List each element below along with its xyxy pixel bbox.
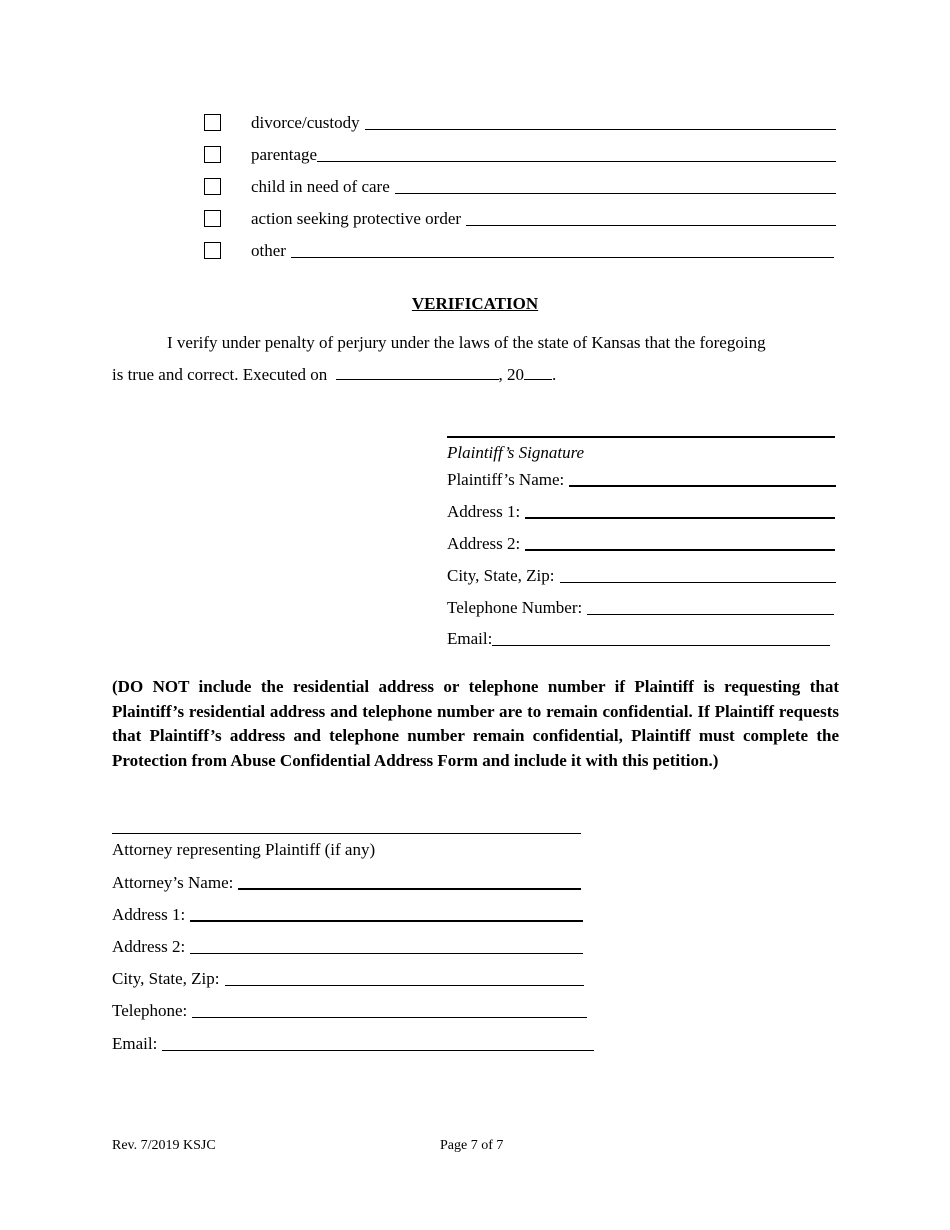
proceeding-blank-line[interactable] — [365, 129, 836, 130]
attorney-email-field[interactable] — [162, 1050, 594, 1051]
proceeding-label: action seeking protective order — [251, 209, 462, 228]
proceeding-row-child-in-need-of-care — [251, 175, 836, 197]
attorney-address1-label: Address 1: — [112, 905, 186, 924]
verification-heading: VERIFICATION — [411, 294, 539, 313]
checkbox-child-in-need-of-care[interactable] — [204, 178, 221, 195]
proceeding-blank-line[interactable] — [466, 225, 836, 226]
attorney-representing-label: Attorney representing Plaintiff (if any) — [112, 840, 376, 859]
plaintiff-email-label: Email: — [447, 629, 493, 648]
proceeding-label: other — [251, 241, 286, 260]
attorney-city-label: City, State, Zip: — [112, 969, 220, 988]
checkbox-parentage[interactable] — [204, 146, 221, 163]
verification-year-prefix: , 20 — [498, 365, 524, 384]
attorney-city-row — [112, 967, 584, 989]
footer-page-number: Page 7 of 7 — [440, 1138, 504, 1153]
attorney-email-row — [112, 1032, 594, 1054]
verification-end: . — [552, 365, 557, 384]
attorney-telephone-field[interactable] — [192, 1017, 587, 1018]
plaintiff-name-label: Plaintiff’s Name: — [447, 470, 565, 489]
plaintiff-email-row — [447, 627, 830, 649]
attorney-address1-field[interactable] — [190, 920, 583, 922]
proceeding-label: divorce/custody — [251, 113, 360, 132]
plaintiff-city-label: City, State, Zip: — [447, 566, 555, 585]
proceeding-row-parentage — [251, 143, 836, 165]
footer-revision: Rev. 7/2019 KSJC — [112, 1138, 216, 1153]
plaintiff-address1-row — [447, 500, 835, 522]
verification-prefix: is true and correct. Executed on — [112, 365, 328, 384]
proceeding-blank-line[interactable] — [291, 257, 834, 258]
plaintiff-city-field[interactable] — [560, 582, 836, 583]
attorney-city-field[interactable] — [225, 985, 584, 986]
checkbox-divorce-custody[interactable] — [204, 114, 221, 131]
plaintiff-telephone-field[interactable] — [587, 614, 834, 615]
plaintiff-name-row — [447, 468, 836, 490]
plaintiff-signature-label: Plaintiff’s Signature — [447, 443, 585, 462]
checkbox-other[interactable] — [204, 242, 221, 259]
plaintiff-name-field[interactable] — [569, 485, 836, 487]
proceeding-blank-line[interactable] — [317, 161, 836, 162]
attorney-name-field[interactable] — [238, 888, 581, 890]
proceeding-row-protective-order — [251, 207, 836, 229]
plaintiff-signature-line[interactable] — [447, 436, 835, 438]
attorney-telephone-label: Telephone: — [112, 1001, 188, 1020]
confidentiality-warning: (DO NOT include the residential address or telephone number if Plaintiff is requesting that Plaintiff’s residential address and telephone number are to remain confidential. If Plaintiff requests that Plaintiff’s address and telephone number remain confidential, Plaintiff must complete the Protection from Abuse Confidential Address Form and include it with this petition.) — [112, 677, 839, 770]
proceeding-label: parentage — [251, 145, 318, 164]
attorney-name-label: Attorney’s Name: — [112, 873, 234, 892]
attorney-email-label: Email: — [112, 1034, 158, 1053]
proceeding-row-other — [251, 239, 834, 261]
executed-year-blank[interactable] — [524, 361, 552, 380]
plaintiff-address1-label: Address 1: — [447, 502, 521, 521]
attorney-telephone-row — [112, 999, 587, 1021]
plaintiff-address2-label: Address 2: — [447, 534, 521, 553]
plaintiff-telephone-row — [447, 596, 834, 618]
plaintiff-address2-row — [447, 532, 835, 554]
plaintiff-email-field[interactable] — [492, 645, 830, 646]
verification-line-1: I verify under penalty of perjury under the laws of the state of Kansas that the foregoing — [167, 333, 766, 352]
attorney-address1-row — [112, 903, 583, 925]
attorney-signature-line[interactable] — [112, 833, 581, 834]
executed-date-blank[interactable] — [336, 361, 499, 380]
proceeding-row-divorce-custody — [251, 111, 836, 133]
attorney-name-row — [112, 871, 581, 893]
plaintiff-telephone-label: Telephone Number: — [447, 598, 583, 617]
plaintiff-city-row — [447, 564, 836, 586]
checkbox-protective-order[interactable] — [204, 210, 221, 227]
verification-line-2 — [112, 359, 556, 391]
plaintiff-address2-field[interactable] — [525, 549, 835, 551]
attorney-address2-field[interactable] — [190, 953, 583, 954]
plaintiff-address1-field[interactable] — [525, 517, 835, 519]
proceeding-blank-line[interactable] — [395, 193, 836, 194]
attorney-address2-label: Address 2: — [112, 937, 186, 956]
proceeding-label: child in need of care — [251, 177, 390, 196]
attorney-address2-row — [112, 935, 583, 957]
